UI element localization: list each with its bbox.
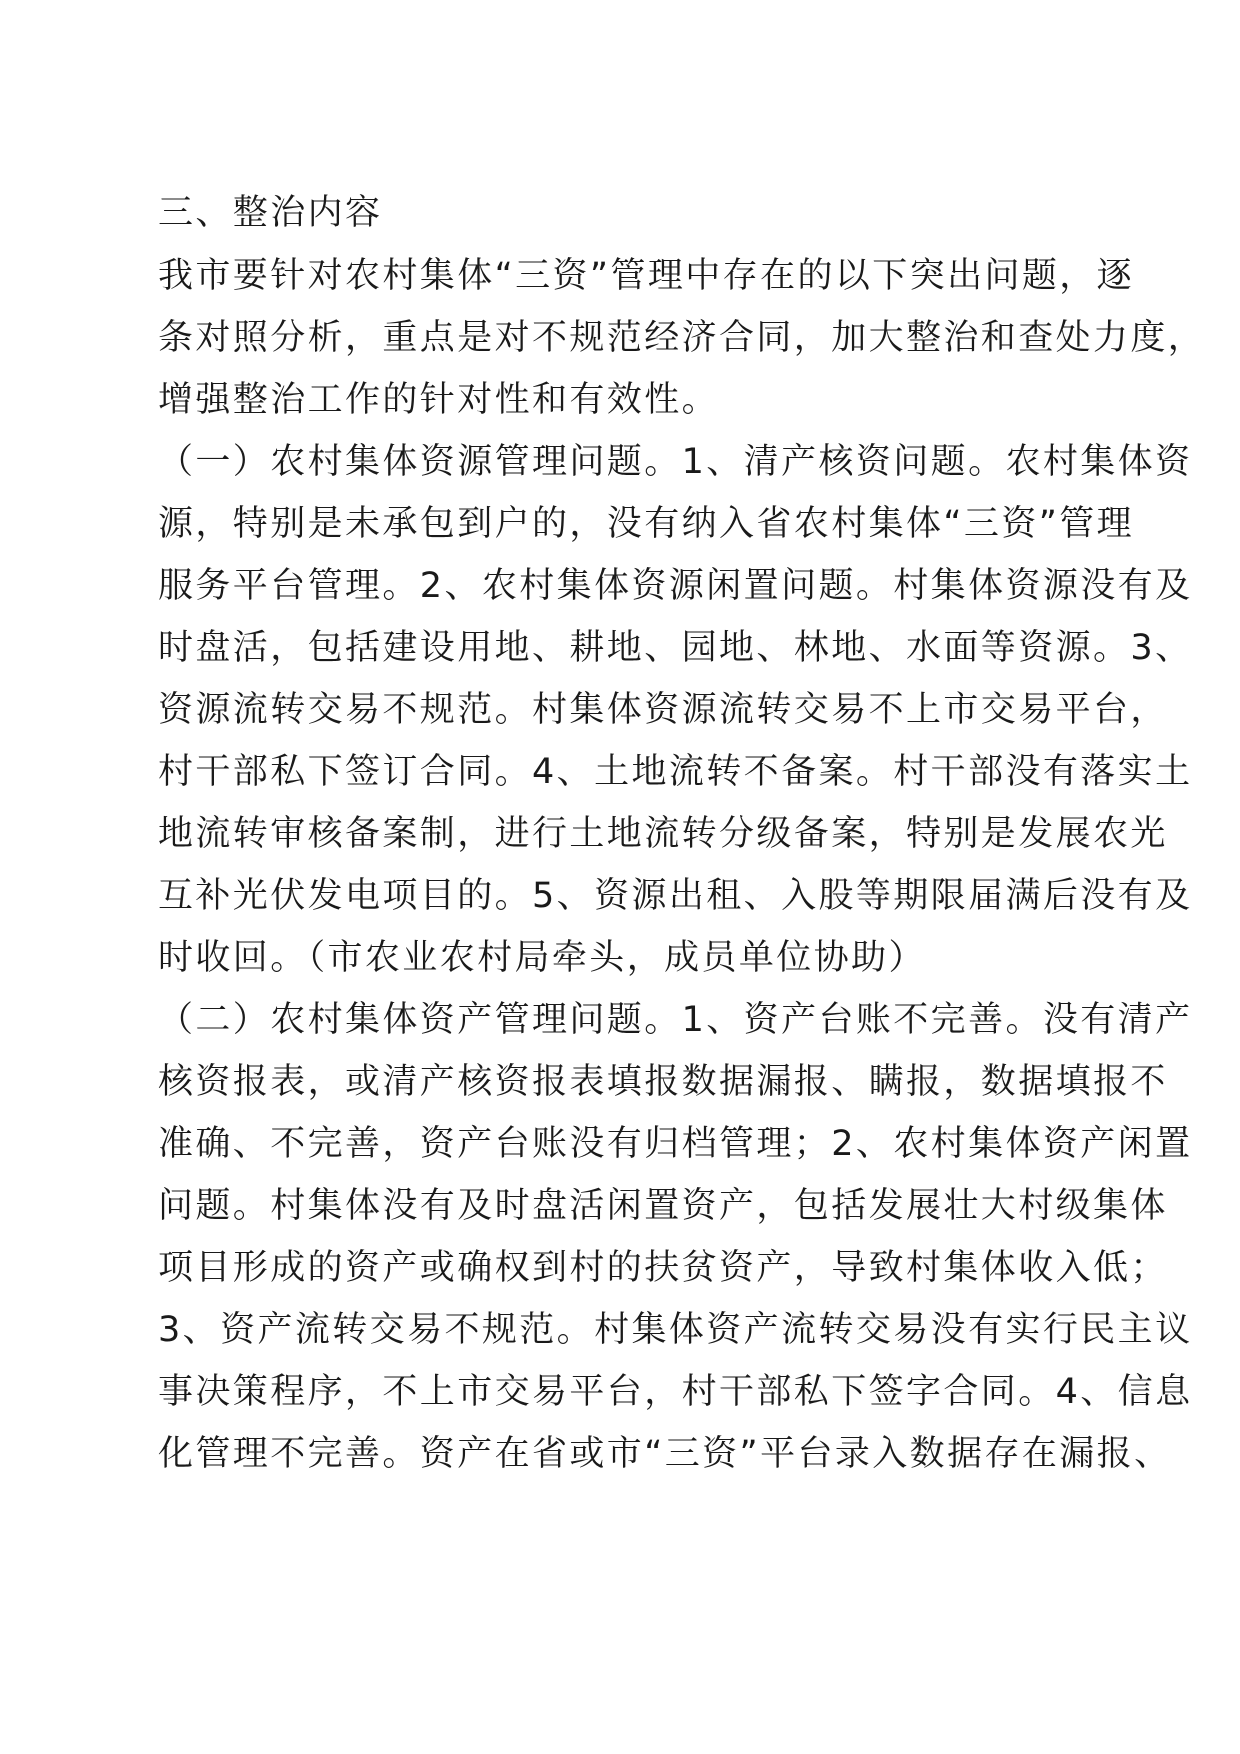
text-line: 事决策程序，不上市交易平台，村干部私下签字合同。4、信息 bbox=[158, 1372, 1193, 1412]
text-line: 村干部私下签订合同。4、土地流转不备案。村干部没有落实土 bbox=[158, 752, 1193, 792]
text-line: 服务平台管理。2、农村集体资源闲置问题。村集体资源没有及 bbox=[158, 566, 1193, 606]
text-line: 资源流转交易不规范。村集体资源流转交易不上市交易平台， bbox=[158, 690, 1168, 730]
text-line: 时盘活，包括建设用地、耕地、园地、林地、水面等资源。3、 bbox=[158, 628, 1193, 668]
text-line: （二）农村集体资产管理问题。1、资产台账不完善。没有清产 bbox=[158, 1000, 1193, 1040]
text-line: 我市要针对农村集体“三资”管理中存在的以下突出问题，逐 bbox=[158, 256, 1135, 296]
text-line: 增强整治工作的针对性和有效性。 bbox=[158, 380, 720, 420]
text-line: 互补光伏发电项目的。5、资源出租、入股等期限届满后没有及 bbox=[158, 876, 1193, 916]
text-line: 问题。村集体没有及时盘活闲置资产，包括发展壮大村级集体 bbox=[158, 1186, 1168, 1226]
text-line: 3、资产流转交易不规范。村集体资产流转交易没有实行民主议 bbox=[158, 1310, 1193, 1350]
text-line: 条对照分析，重点是对不规范经济合同，加大整治和查处力度， bbox=[158, 318, 1206, 358]
text-line: 项目形成的资产或确权到村的扶贫资产，导致村集体收入低； bbox=[158, 1248, 1168, 1288]
text-line: 核资报表，或清产核资报表填报数据漏报、瞒报，数据填报不 bbox=[158, 1062, 1168, 1102]
text-line: 地流转审核备案制，进行土地流转分级备案，特别是发展农光 bbox=[158, 814, 1168, 854]
section-heading: 三、整治内容 bbox=[158, 193, 383, 233]
text-line: 时收回。（市农业农村局牵头，成员单位协助） bbox=[158, 938, 926, 978]
text-line: 化管理不完善。资产在省或市“三资”平台录入数据存在漏报、 bbox=[158, 1434, 1172, 1474]
text-line: （一）农村集体资源管理问题。1、清产核资问题。农村集体资 bbox=[158, 442, 1193, 482]
text-line: 源，特别是未承包到户的，没有纳入省农村集体“三资”管理 bbox=[158, 504, 1135, 544]
text-line: 准确、不完善，资产台账没有归档管理；2、农村集体资产闲置 bbox=[158, 1124, 1193, 1164]
